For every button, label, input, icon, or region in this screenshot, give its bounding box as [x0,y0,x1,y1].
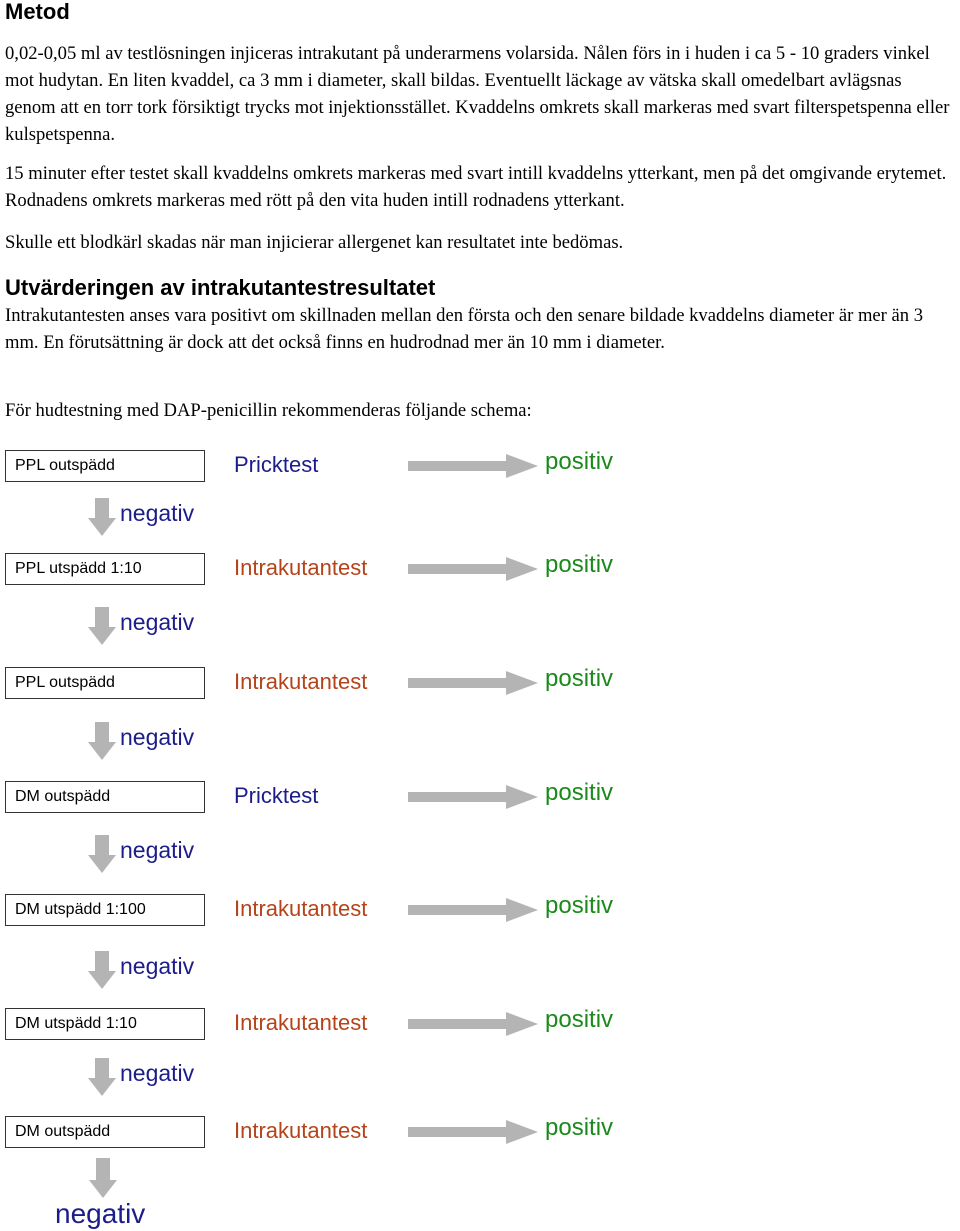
test-type-label: Intrakutantest [234,1010,368,1035]
arrow-down-icon [88,951,116,989]
arrow-right-icon [408,557,538,581]
result-positive-label: positiv [545,892,614,919]
paragraph-blood-vessel: Skulle ett blodkärl skadas när man injicierar allergenet kan resultatet inte bedömas. [5,232,624,253]
arrow-down-icon [89,1158,117,1198]
flow-step [0,1008,960,1048]
result-negative-label: negativ [120,500,195,526]
test-type-label: Pricktest [234,452,319,477]
arrow-down-icon [88,722,116,760]
result-positive-label: positiv [545,448,614,475]
paragraph-schema-intro: För hudtestning med DAP-penicillin rekommenderas följande schema: [5,400,532,421]
test-type-label: Intrakutantest [234,669,368,694]
substance-box: DM utspädd 1:100 [5,894,205,926]
arrow-right-icon [408,785,538,809]
result-positive-label: positiv [545,551,614,578]
flow-negative [0,835,300,875]
final-negative [0,1158,300,1228]
heading-metod: Metod [5,0,70,24]
result-negative-label: negativ [120,1060,195,1086]
flow-step [0,1116,960,1156]
flow-step [0,667,960,707]
substance-box: PPL outspädd [5,667,205,699]
arrow-right-icon [408,1012,538,1036]
result-positive-label: positiv [545,1114,614,1141]
test-type-label: Pricktest [234,783,319,808]
test-type-label: Intrakutantest [234,1118,368,1143]
arrow-down-icon [88,1058,116,1096]
flow-negative [0,722,300,762]
test-type-label: Intrakutantest [234,555,368,580]
flow-step [0,553,960,593]
result-negative-label: negativ [120,724,195,750]
heading-evaluation: Utvärderingen av intrakutantestresultatet [5,275,436,300]
flow-negative [0,1058,300,1098]
flow-negative [0,498,300,538]
arrow-right-icon [408,454,538,478]
substance-box: DM outspädd [5,1116,205,1148]
flow-step [0,450,960,490]
result-positive-label: positiv [545,1006,614,1033]
arrow-right-icon [408,898,538,922]
flow-negative [0,951,300,991]
result-negative-label: negativ [120,953,195,979]
substance-box: PPL utspädd 1:10 [5,553,205,585]
test-type-label: Intrakutantest [234,896,368,921]
arrow-down-icon [88,607,116,645]
substance-box: DM outspädd [5,781,205,813]
substance-box: PPL outspädd [5,450,205,482]
result-positive-label: positiv [545,665,614,692]
result-positive-label: positiv [545,779,614,806]
arrow-down-icon [88,498,116,536]
flow-negative [0,607,300,647]
flow-step [0,894,960,934]
flow-step [0,781,960,821]
paragraph-after-15-min: 15 minuter efter testet skall kvaddelns omkrets markeras med svart intill kvaddelns ytterkant, men på det omgivande erytemet. Rodnadens omkrets markeras med rött på den vita huden intill rodnadens ytterkant. [5,163,947,211]
substance-box: DM utspädd 1:10 [5,1008,205,1040]
arrow-right-icon [408,671,538,695]
result-negative-label: negativ [120,609,195,635]
result-negative-label: negativ [120,837,195,863]
paragraph-evaluation: Intrakutantesten anses vara positivt om skillnaden mellan den första och den senare bildade kvaddelns diameter är mer än 3 mm. En förutsättning är dock att det också finns en hudrodnad mer än 10 mm i diameter. [5,305,924,353]
final-negative-label: negativ [55,1198,146,1229]
arrow-down-icon [88,835,116,873]
paragraph-method: 0,02-0,05 ml av testlösningen injiceras intrakutant på underarmens volarsida. Nålen förs in i huden i ca 5 - 10 graders vinkel mot hudytan. En liten kvaddel, ca 3 mm i diameter, skall bildas. Eventuellt läckage av vätska skall omedelbart avlägsnas genom att en torr tork försiktigt trycks mot injektionsstället. Kvaddelns omkrets skall markeras med svart filterspetspenna eller kulspetspenna. [5,43,950,145]
arrow-right-icon [408,1120,538,1144]
